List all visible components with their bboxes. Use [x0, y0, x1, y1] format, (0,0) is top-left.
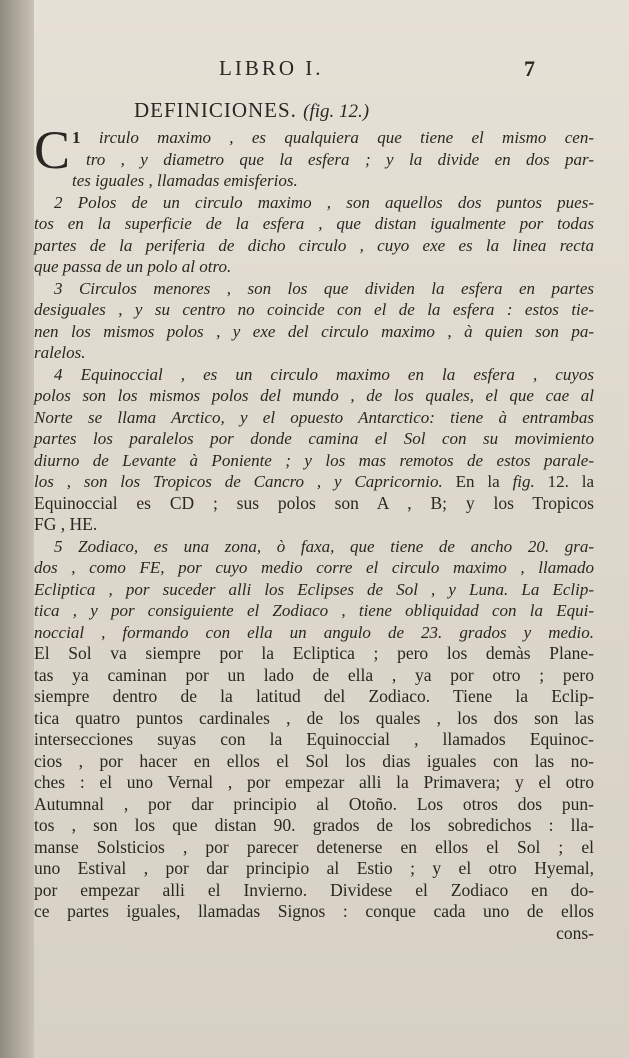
text-line: por empezar alli el Invierno. Dividese el Zodiaco en do-: [34, 879, 594, 900]
text-line-mixed: [34, 471, 594, 493]
text-fig: fig.: [512, 472, 535, 491]
text-line: tica , y por consiguiente el Zodiaco , tiene obliquidad con la Equi-: [34, 601, 594, 620]
text-line: siempre dentro de la latitud del Zodiaco. Tiene la Eclip-: [34, 686, 594, 706]
text-line: nen los mismos polos , y exe del circulo maximo , à quien son pa-: [34, 321, 594, 341]
text-line: diurno de Levante à Poniente ; y los mas remotos de estos parale-: [34, 450, 594, 470]
text-line: ralelos.: [34, 343, 86, 362]
text-line: partes de la periferia de dicho circulo , cuyo exe es la linea recta: [34, 235, 594, 255]
running-title: LIBRO I.: [219, 56, 324, 80]
text-line: que passa de un polo al otro.: [34, 257, 232, 276]
text-line: uno Estival , por dar principio al Estio ; y el otro Hyemal,: [34, 858, 594, 878]
text-line: 2 Polos de un circulo maximo , son aquellos dos puntos pues-: [54, 192, 594, 212]
text-line: Autumnal , por dar principio al Otoño. Los otros dos pun-: [34, 793, 594, 814]
text-line: tas ya caminan por un lado de ella , ya por otro ; pero: [34, 664, 594, 685]
text-line: Ecliptica , por suceder alli los Eclipses de Sol , y Luna. La Eclip-: [34, 579, 594, 599]
text-line: tos en la superficie de la esfera , que distan igualmente por todas: [34, 214, 594, 233]
text-line: Norte se llama Arctico, y el opuesto Antarctico: tiene à entrambas: [34, 407, 594, 427]
text-line: noccial , formando con ella un angulo de 23. grados y medio.: [34, 622, 594, 642]
text-line: 5 Zodiaco, es una zona, ò faxa, que tiene de ancho 20. gra-: [54, 536, 594, 556]
body-text: [34, 120, 595, 944]
text-roman: 12. la: [547, 472, 595, 491]
definition-2: [34, 192, 594, 278]
text-line: desiguales , y su centro no coincide con el de la esfera : estos tie-: [34, 300, 594, 319]
text-line: manse Solsticios , por parecer detenerse en ellos el Sol ; el: [34, 836, 594, 857]
definition-3: [34, 278, 594, 364]
text-line: polos son los mismos polos del mundo , de los quales, el que cae al: [34, 386, 594, 405]
page-number: 7: [524, 56, 535, 81]
text-line: Equinoccial es CD ; sus polos son A , B; y los Tropicos: [34, 492, 594, 513]
text-line: FG , HE.: [34, 514, 98, 534]
drop-cap: C: [34, 120, 71, 180]
text-line: intersecciones suyas con la Equinoccial , llamados Equinoc-: [34, 729, 594, 749]
book-page: [34, 0, 629, 1058]
text-line: ches : el uno Vernal , por empezar alli la Primavera; y el otro: [34, 772, 594, 792]
text-line: 3 Circulos menores , son los que dividen la esfera en partes: [54, 278, 594, 298]
section-title-fig: (fig. 12.): [303, 101, 370, 122]
section-title: [134, 98, 369, 123]
definition-1: [34, 120, 594, 192]
catchword: cons-: [556, 922, 594, 943]
section-title-text: DEFINICIONES.: [134, 98, 297, 122]
text-line: 4 Equinoccial , es un circulo maximo en la esfera , cuyos: [54, 364, 594, 384]
text-line: cios , por hacer en ellos el Sol los dias iguales con las no-: [34, 750, 594, 771]
text-line: tos , son los que distan 90. grados de los sobredichos : lla-: [34, 815, 594, 835]
text-line: El Sol va siempre por la Ecliptica ; pero los demàs Plane-: [34, 643, 594, 663]
text-line: dos , como FE, por cuyo medio corre el circulo maximo , llamado: [34, 558, 594, 577]
definition-5: [34, 536, 594, 945]
text-line: tro , y diametro que la esfera ; y la divide en dos par-: [86, 149, 594, 169]
text-italic: los , son los Tropicos de Cancro , y Capricornio.: [34, 472, 443, 491]
text-roman: En la: [455, 472, 500, 491]
text-line: ce partes iguales, llamadas Signos : conque cada uno de ellos: [34, 901, 594, 921]
definition-1-number: 1: [72, 128, 81, 147]
text-line: tica quatro puntos cardinales , de los quales , los dos son las: [34, 707, 594, 728]
text-line: irculo maximo , es qualquiera que tiene el mismo cen-: [98, 128, 594, 147]
text-line: partes los paralelos por donde camina el Sol con su movimiento: [34, 429, 594, 448]
definition-4: [34, 364, 594, 536]
book-binding-edge: [0, 0, 34, 1058]
page-header: [34, 56, 594, 86]
text-line: tes iguales , llamadas emisferios.: [72, 171, 298, 190]
